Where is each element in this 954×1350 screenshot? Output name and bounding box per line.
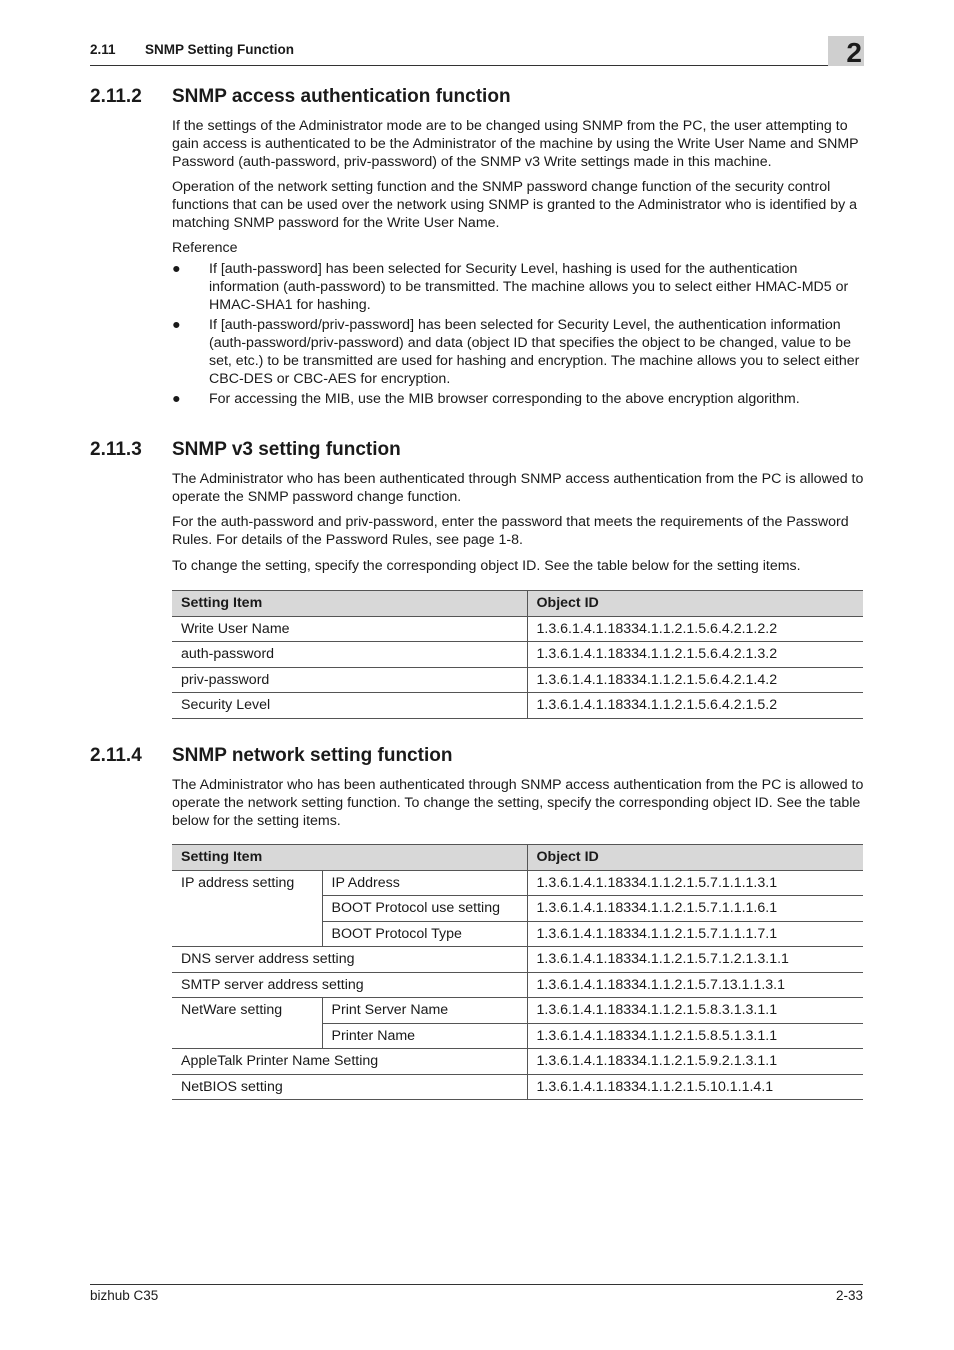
section-heading-2-11-4 xyxy=(90,745,452,767)
paragraph: The Administrator who has been authenticated through SNMP access authentication from the PC is allowed to operate the SNMP password change function. xyxy=(172,471,864,505)
group-cell-ip-address-setting: IP address setting xyxy=(172,870,322,947)
setting-item-cell: Write User Name xyxy=(172,616,527,642)
setting-item-cell: NetBIOS setting xyxy=(172,1074,527,1100)
table-row xyxy=(172,616,863,642)
footer-page-number: 2-33 xyxy=(835,1288,863,1303)
object-id-cell: 1.3.6.1.4.1.18334.1.1.2.1.5.8.3.1.3.1.1 xyxy=(527,998,863,1024)
bullet-text: For accessing the MIB, use the MIB browser corresponding to the above encryption algorithm. xyxy=(209,391,800,407)
bullet-text: If [auth-password/priv-password] has been selected for Security Level, the authentication information (auth-password/priv-password) and data (object ID that specifies the object to be changed, value to be set, etc.) to be transmitted are used for hashing and encryption. The machine allows you to select either CBC-DES or CBC-AES for encryption. xyxy=(209,317,860,387)
bullet-item xyxy=(172,316,864,388)
section-title: SNMP access authentication function xyxy=(172,86,511,107)
paragraph: If the settings of the Administrator mode are to be changed using SNMP from the PC, the user attempting to gain access is authenticated to be the Administrator of the machine by using the Write User Name and SNMP Password (auth-password, priv-password) of the SNMP v3 Write settings made in this machine. xyxy=(172,118,859,170)
table-row xyxy=(172,642,863,668)
object-id-cell: 1.3.6.1.4.1.18334.1.1.2.1.5.7.1.1.1.6.1 xyxy=(527,896,863,922)
chapter-number-box: 2 xyxy=(828,36,864,66)
table-header-row xyxy=(172,591,863,617)
setting-item-cell: Security Level xyxy=(172,693,527,719)
object-id-cell: 1.3.6.1.4.1.18334.1.1.2.1.5.7.1.2.1.3.1.1 xyxy=(527,947,863,973)
setting-item-cell: SMTP server address setting xyxy=(172,972,527,998)
page-footer xyxy=(90,1284,863,1304)
bullet-icon: ● xyxy=(172,391,181,407)
column-header-object-id: Object ID xyxy=(527,591,863,617)
column-header-setting-item: Setting Item xyxy=(172,591,527,617)
network-settings-table xyxy=(172,844,863,1100)
bullet-text: If [auth-password] has been selected for Security Level, hashing is used for the authentication information (auth-password) to be transmitted. The machine allows you to select either HMAC-MD5 or HMAC-SHA1 for hashing. xyxy=(209,261,849,313)
section-number: 2.11.3 xyxy=(90,439,142,460)
footer-product-name: bizhub C35 xyxy=(90,1288,159,1303)
table-row xyxy=(172,870,863,896)
bullet-item xyxy=(172,260,864,314)
setting-item-cell: IP Address xyxy=(322,870,527,896)
column-header-setting-item: Setting Item xyxy=(172,845,527,871)
object-id-cell: 1.3.6.1.4.1.18334.1.1.2.1.5.9.2.1.3.1.1 xyxy=(527,1049,863,1075)
table-row xyxy=(172,998,863,1024)
bullet-icon: ● xyxy=(172,261,181,277)
header-section-number: 2.11 xyxy=(90,42,116,57)
table-row xyxy=(172,667,863,693)
column-header-object-id: Object ID xyxy=(527,845,863,871)
running-header xyxy=(90,42,863,66)
bullet-item xyxy=(172,390,864,408)
section-heading-2-11-2 xyxy=(90,86,511,108)
setting-item-cell: DNS server address setting xyxy=(172,947,527,973)
section-number: 2.11.2 xyxy=(90,86,142,107)
paragraph: Operation of the network setting function and the SNMP password change function of the security control functions that can be used over the network using SNMP is granted to the Administrator who is identified by a matching SNMP password for the Write User Name. xyxy=(172,179,858,231)
section-heading-2-11-3 xyxy=(90,439,401,461)
table-row xyxy=(172,1074,863,1100)
object-id-cell: 1.3.6.1.4.1.18334.1.1.2.1.5.6.4.2.1.3.2 xyxy=(527,642,863,668)
object-id-cell: 1.3.6.1.4.1.18334.1.1.2.1.5.7.13.1.1.3.1 xyxy=(527,972,863,998)
snmp-v3-settings-table xyxy=(172,590,863,719)
reference-label: Reference xyxy=(172,240,238,256)
setting-item-cell: priv-password xyxy=(172,667,527,693)
table-row xyxy=(172,1049,863,1075)
table-row xyxy=(172,947,863,973)
paragraph: For the auth-password and priv-password, enter the password that meets the requirements of the Password Rules. For details of the Password Rules, see page 1-8. xyxy=(172,514,849,548)
bullet-icon: ● xyxy=(172,317,181,333)
object-id-cell: 1.3.6.1.4.1.18334.1.1.2.1.5.8.5.1.3.1.1 xyxy=(527,1023,863,1049)
table-row xyxy=(172,972,863,998)
setting-item-cell: Printer Name xyxy=(322,1023,527,1049)
section-title: SNMP network setting function xyxy=(172,745,453,766)
group-cell-netware-setting: NetWare setting xyxy=(172,998,322,1049)
object-id-cell: 1.3.6.1.4.1.18334.1.1.2.1.5.6.4.2.1.5.2 xyxy=(527,693,863,719)
header-section-title: SNMP Setting Function xyxy=(145,42,294,57)
paragraph: The Administrator who has been authenticated through SNMP access authentication from the PC is allowed to operate the network setting function. To change the setting, specify the corresponding object ID. See the table below for the setting items. xyxy=(172,777,864,829)
object-id-cell: 1.3.6.1.4.1.18334.1.1.2.1.5.6.4.2.1.2.2 xyxy=(527,616,863,642)
setting-item-cell: Print Server Name xyxy=(322,998,527,1024)
table-row xyxy=(172,693,863,719)
setting-item-cell: BOOT Protocol Type xyxy=(322,921,527,947)
setting-item-cell: auth-password xyxy=(172,642,527,668)
object-id-cell: 1.3.6.1.4.1.18334.1.1.2.1.5.7.1.1.1.7.1 xyxy=(527,921,863,947)
setting-item-cell: AppleTalk Printer Name Setting xyxy=(172,1049,527,1075)
section-number: 2.11.4 xyxy=(90,745,142,766)
setting-item-cell: BOOT Protocol use setting xyxy=(322,896,527,922)
table-header-row xyxy=(172,845,863,871)
object-id-cell: 1.3.6.1.4.1.18334.1.1.2.1.5.7.1.1.1.3.1 xyxy=(527,870,863,896)
paragraph: To change the setting, specify the corresponding object ID. See the table below for the setting items. xyxy=(172,558,801,574)
object-id-cell: 1.3.6.1.4.1.18334.1.1.2.1.5.10.1.1.4.1 xyxy=(527,1074,863,1100)
section-title: SNMP v3 setting function xyxy=(172,439,401,460)
object-id-cell: 1.3.6.1.4.1.18334.1.1.2.1.5.6.4.2.1.4.2 xyxy=(527,667,863,693)
